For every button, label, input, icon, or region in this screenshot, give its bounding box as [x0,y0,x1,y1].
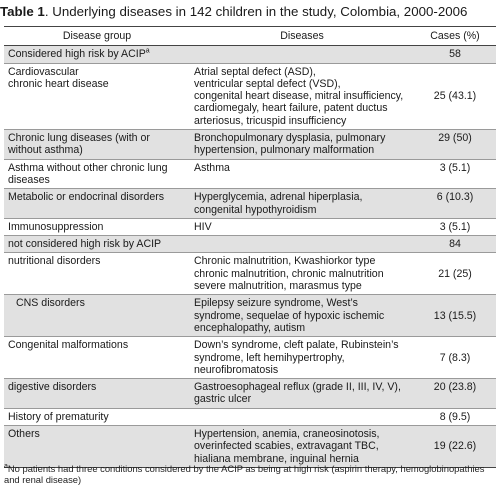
disease-group-text: Congenital malformations [8,339,129,352]
table-row [4,63,496,129]
table-row [4,379,496,409]
disease-group-text: Cardiovascular chronic heart disease [8,65,109,90]
table-row [4,236,496,253]
cases-cell: 3 (5.1) [439,220,471,233]
disease-group-text: Chronic lung diseases (with or without asthma) [8,132,150,157]
diseases-cell: Bronchopulmonary dysplasia, pulmonary hypertension, pulmonary malformation [190,130,414,160]
cases-cell: 84 [414,236,496,253]
cases-cell: 58 [414,46,496,63]
cases-cell: 8 (9.5) [439,410,471,423]
diseases-table [4,26,496,468]
disease-group-text: nutritional disorders [8,255,101,268]
disease-group-text: not considered high risk by ACIP [8,238,162,251]
table-row [4,295,496,337]
disease-group-cell [4,46,190,63]
cases-cell: 7 (8.3) [439,351,471,364]
cases-cell: 21 (25) [438,267,472,280]
header-row [4,27,496,46]
disease-group-cell [4,295,190,337]
disease-group-cell [4,337,190,379]
table-caption: . Underlying diseases in 142 children in the study, Colombia, 2000-2006 [44,4,468,19]
footnote [4,463,496,485]
disease-group-text: Asthma without other chronic lung diseases [8,161,168,186]
table-row [4,130,496,160]
disease-group-text: History of prematurity [8,410,109,423]
table-row [4,218,496,235]
disease-group-text: Immunosuppression [8,220,104,233]
diseases-cell: Atrial septal defect (ASD), ventricular septal defect (VSD), congenital heart disease, mitral insufficiency, cardiomegaly, heart failure, patent ductus arteriosus, tricuspid insufficiency [194,65,404,127]
diseases-cell: Down’s syndrome, cleft palate, Rubinstein’s syndrome, left hemihypertrophy, neurofibromatosis [194,339,399,376]
disease-group-text: digestive disorders [8,381,97,394]
disease-group-text: Considered high risk by ACIP [8,48,146,61]
header-cases: Cases (%) [414,27,496,46]
table-body [4,46,496,468]
cases-cell: 13 (15.5) [414,295,496,337]
diseases-cell [190,46,414,63]
footnote-ref: a [145,47,150,55]
table-row [4,426,496,468]
disease-group-cell [4,130,190,160]
cases-cell: 29 (50) [414,130,496,160]
table-row [4,408,496,425]
table-title [0,4,500,20]
cases-cell: 25 (43.1) [433,90,477,103]
diseases-cell: Asthma [194,161,230,174]
diseases-cell: HIV [194,220,212,233]
table-row [4,159,496,189]
disease-group-cell [4,236,190,253]
disease-group-cell [4,218,190,235]
disease-group-cell [4,408,190,425]
table-row [4,337,496,379]
diseases-cell: Epilepsy seizure syndrome, West’s syndrome, sequelae of hypoxic ischemic encephalopathy, autism [190,295,414,337]
diseases-cell: Gastroesophageal reflux (grade II, III, IV, V), gastric ulcer [190,379,414,409]
diseases-cell: Hyperglycemia, adrenal hiperplasia, congenital hypothyroidism [190,189,414,219]
table-number: Table 1 [0,4,45,19]
disease-group-cell [4,159,190,189]
diseases-cell [190,236,414,253]
header-disease-group: Disease group [4,27,190,46]
cases-cell: 3 (5.1) [439,161,471,174]
table-row [4,46,496,63]
diseases-cell: Chronic malnutrition, Kwashiorkor type chronic malnutrition, chronic malnutrition severe malnutrition, marasmus type [194,255,384,293]
disease-group-cell [4,63,190,129]
footnote-marker: a [4,462,8,470]
table-row [4,253,496,295]
disease-group-text: Metabolic or endocrinal disorders [8,191,165,204]
table-row [4,189,496,219]
disease-group-cell [4,379,190,409]
cases-cell: 6 (10.3) [414,189,496,219]
header-diseases: Diseases [190,27,414,46]
disease-group-cell [4,189,190,219]
diseases-cell [190,408,414,425]
disease-group-cell [4,426,190,468]
footnote-text: No patients had three conditions considered by the ACIP as being at high risk (aspirin therapy, hemoglobinopathies and renal disease) [4,463,485,485]
disease-group-text: CNS disorders [16,297,85,310]
cases-cell: 20 (23.8) [414,379,496,409]
cases-cell: 19 (22.6) [414,426,496,468]
disease-group-cell [4,253,190,295]
diseases-cell: Hypertension, anemia, craneosinotosis, overinfected scabies, extravagant TBC, hialiana membrane, inguinal hernia [190,426,414,468]
disease-group-text: Others [8,428,40,441]
